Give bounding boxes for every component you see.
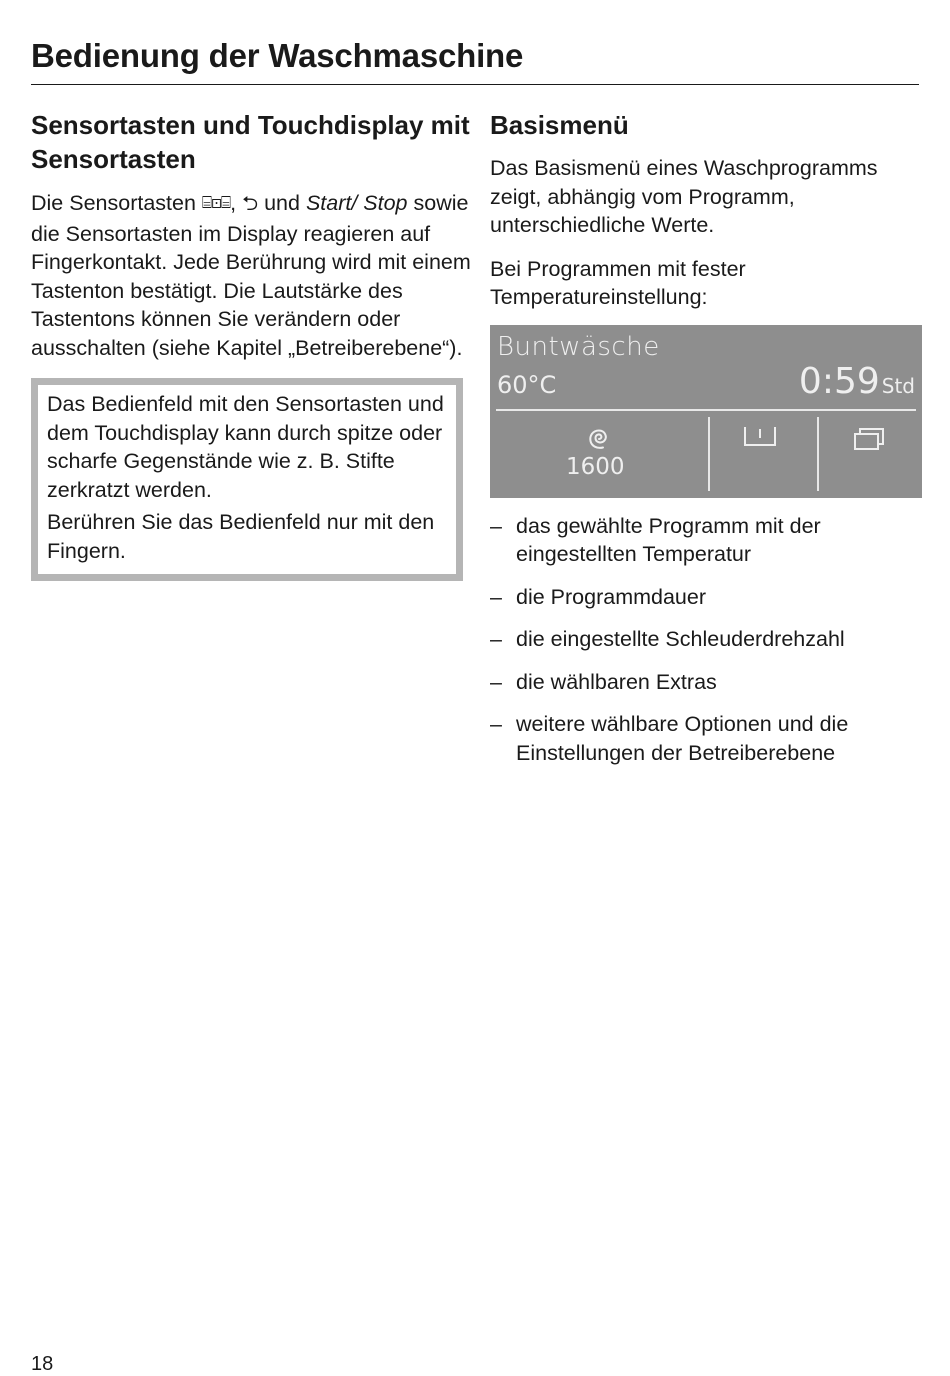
list-dash: – [490,513,502,538]
list-item-text: weitere wählbare Optionen und die Einstellungen der Betreiberebene [516,712,849,765]
page-title: Bedienung der Waschmaschine [31,37,524,74]
text-segment: und [258,191,306,215]
list-item-text: die wählbaren Extras [516,669,717,694]
basic-menu-list [490,512,922,768]
display-separator [708,417,710,491]
text-segment: Die Sensortasten [31,191,202,215]
display-spin-speed[interactable]: 1600 [566,453,625,480]
start-stop-label: Start/ Stop [305,191,408,215]
list-dash: – [490,627,502,651]
section-heading-basic-menu: Basismenü [490,110,629,140]
list-item [490,625,922,654]
sensor-keys-paragraph [31,189,471,362]
warning-text: Das Bedienfeld mit den Sensortasten und dem Touchdisplay kann durch spitze oder scharfe Gegenstände wie z. B. Stifte zerkratzt werden. [47,392,444,502]
text-segment: sowie die Sensortasten im Display reagieren auf Fingerkontakt. Jede Berührung wird mit einem Tastenton bestätigt. Die Lautstärke des Tastentons können Sie verändern oder ausschalten (siehe Kapitel „Betreiberebene“). [31,191,471,360]
list-item [490,710,922,767]
options-icon[interactable] [852,425,886,453]
warning-instruction: Berühren Sie das Bedienfeld nur mit den Fingern. [47,510,435,563]
extras-icon[interactable] [742,423,778,451]
left-column [31,108,471,581]
text-segment: , [230,191,243,215]
list-item-text: das gewählte Programm mit der eingestellten Temperatur [516,513,821,566]
spin-icon[interactable] [582,424,616,454]
options-keys-icon: ⌸⊡⌸ [201,193,231,212]
warning-box [31,378,463,581]
list-item-text: die eingestellte Schleuderdrehzahl [516,627,845,651]
page-number: 18 [31,1353,54,1375]
list-item-text: die Programmdauer [516,584,707,609]
display-duration [799,361,915,402]
list-item [490,512,922,569]
display-duration-value: 0:59 [798,360,880,402]
display-temperature[interactable]: 60°C [497,370,557,399]
list-item [490,583,922,612]
touch-display [490,325,922,498]
back-arrow-icon: ⮌ [242,193,259,215]
fixed-temperature-intro: Bei Programmen mit fester Temperatureinstellung: [490,256,746,309]
basic-menu-intro: Das Basismenü eines Waschprogramms zeigt, abhängig vom Programm, unterschiedliche Werte. [490,156,878,237]
section-heading-sensor-keys: Sensortasten und Touchdisplay mit Sensortasten [31,110,470,174]
right-column [490,108,922,781]
list-dash: – [490,584,502,609]
display-program-name[interactable]: Buntwäsche [497,331,660,362]
display-separator [817,417,819,491]
display-divider [496,409,916,411]
display-duration-unit: Std [881,373,915,398]
list-dash: – [490,712,502,736]
list-item [490,668,922,697]
list-dash: – [490,669,502,694]
title-divider [31,84,919,85]
